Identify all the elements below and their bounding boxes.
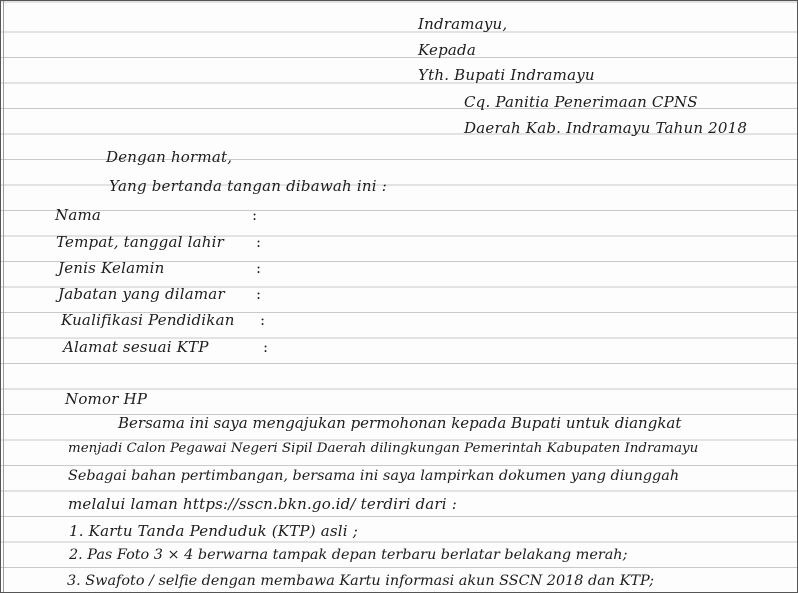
address-recipient: Yth. Bupati Indramayu xyxy=(418,66,595,84)
field-separator: : xyxy=(260,311,266,329)
address-region: Daerah Kab. Indramayu Tahun 2018 xyxy=(464,119,748,137)
body-line: menjadi Calon Pegawai Negeri Sipil Daerah dilingkungan Pemerintah Kabupaten Indramayu xyxy=(68,441,699,456)
field-label-address: Alamat sesuai KTP xyxy=(63,338,209,356)
field-label-name: Nama xyxy=(55,206,102,224)
greeting: Dengan hormat, xyxy=(106,148,233,166)
body-line: Bersama ini saya mengajukan permohonan kepada Bupati untuk diangkat xyxy=(118,414,682,432)
field-label-birth: Tempat, tanggal lahir xyxy=(56,233,224,251)
field-separator: : xyxy=(252,206,258,224)
address-via: Cq. Panitia Penerimaan CPNS xyxy=(464,93,698,111)
list-item: 1. Kartu Tanda Penduduk (KTP) asli ; xyxy=(69,522,358,540)
body-line: melalui laman https://sscn.bkn.go.id/ terdiri dari : xyxy=(68,495,458,513)
field-separator: : xyxy=(256,233,262,251)
phone-label: Nomor HP xyxy=(65,390,148,408)
list-item: 3. Swafoto / selfie dengan membawa Kartu informasi akun SSCN 2018 dan KTP; xyxy=(67,573,655,589)
field-label-gender: Jenis Kelamin xyxy=(58,259,165,277)
address-to: Kepada xyxy=(418,41,476,59)
field-separator: : xyxy=(256,285,262,303)
body-line: Sebagai bahan pertimbangan, bersama ini saya lampirkan dokumen yang diunggah xyxy=(68,468,680,484)
field-label-education: Kualifikasi Pendidikan xyxy=(61,311,235,329)
field-separator: : xyxy=(256,259,262,277)
list-item: 2. Pas Foto 3 × 4 berwarna tampak depan terbaru berlatar belakang merah; xyxy=(69,547,628,563)
address-city: Indramayu, xyxy=(418,15,508,33)
intro-line: Yang bertanda tangan dibawah ini : xyxy=(109,177,387,195)
field-label-position: Jabatan yang dilamar xyxy=(58,285,225,303)
field-separator: : xyxy=(263,338,269,356)
paper-margin-line xyxy=(3,1,4,592)
